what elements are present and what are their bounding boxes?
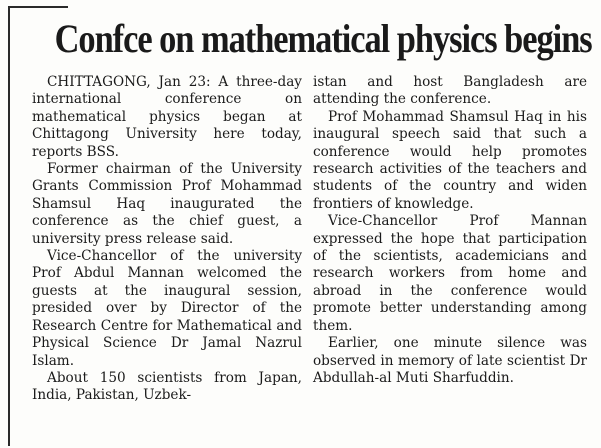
article-paragraph: Earlier, one minute silence was observed in memory of late scientist Dr Abdullah-al Muti Sharfuddin. — [313, 335, 587, 386]
article-paragraph: Vice-Chancellor Prof Mannan expressed the hope that participation of the scientists, academicians and research workers from home and abroad in the conference would promote better understanding among them. — [313, 213, 587, 334]
article-paragraph: Former chairman of the University Grants Commission Prof Mohammad Shamsul Haq inaugurated the conference as the chief guest, a university press release said. — [32, 161, 302, 247]
article-column-left — [32, 74, 302, 405]
article-paragraph: CHITTAGONG, Jan 23: A three-day international conference on mathematical physics began at Chittagong University here today, reports BSS. — [32, 74, 302, 160]
article-paragraph: Prof Mohammad Shamsul Haq in his inaugural speech said that such a conference would help promotes research activities of the teachers and students of the country and widen frontiers of knowledge. — [313, 108, 587, 212]
article-headline: Confce on mathematical physics begins — [54, 16, 592, 61]
article-paragraph: About 150 scientists from Japan, India, Pakistan, Uzbek- — [32, 369, 302, 404]
article-paragraph: Vice-Chancellor of the university Prof Abdul Mannan welcomed the guests at the inaugural session, presided over by Director of the Research Centre for Mathematical and Physical Science Dr Jamal Nazrul Islam. — [32, 248, 302, 369]
article-paragraph-continuation: istan and host Bangladesh are attending the conference. — [313, 74, 587, 108]
column-rule-top — [8, 6, 68, 8]
article-column-right — [313, 74, 587, 387]
column-rule-left — [8, 6, 10, 446]
